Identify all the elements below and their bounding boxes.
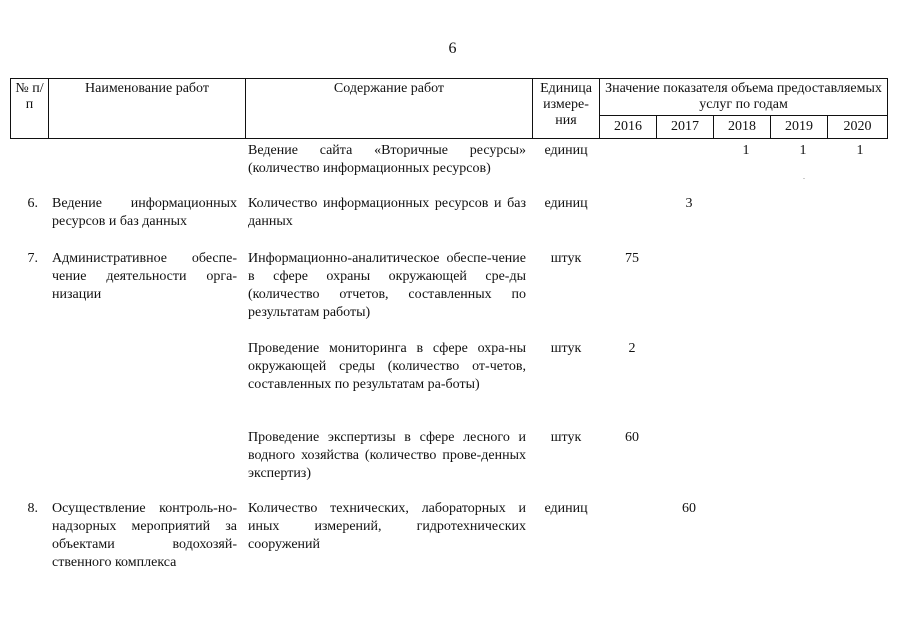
- row-value-2016: 2: [628, 341, 636, 356]
- header-values-group: Значение показателя объема предоставляемых услуг по годам: [600, 79, 888, 116]
- row-value-2020: 1: [856, 143, 864, 158]
- header-year-2020: 2020: [828, 116, 888, 139]
- scan-speck: [803, 178, 805, 179]
- row-name: Ведение информационных ресурсов и баз данных: [52, 196, 237, 229]
- row-number: 6.: [27, 196, 38, 211]
- row-name: Осуществление контроль-но-надзорных мероприятий за объектами водохозяй-ственного комплекса: [52, 501, 237, 570]
- row-value-2018: 1: [742, 143, 750, 158]
- row-value-2017: 60: [682, 501, 696, 516]
- row-content: Информационно-аналитическое обеспе-чение в сфере охраны окружающей сре-ды (количество отчетов, составленных по результатам работы): [248, 251, 526, 320]
- row-unit: штук: [550, 251, 582, 266]
- row-value-2017: 3: [685, 196, 693, 211]
- header-name: Наименование работ: [49, 79, 246, 139]
- row-unit: штук: [550, 430, 582, 445]
- row-value-2016: 60: [625, 430, 639, 445]
- row-content: Проведение мониторинга в сфере охра-ны окружающей среды (количество от-четов, составленных по результатам ра-боты): [248, 341, 526, 392]
- header-year-2019: 2019: [771, 116, 828, 139]
- table-header: [10, 78, 888, 139]
- header-year-2017: 2017: [657, 116, 714, 139]
- row-value-2019: 1: [799, 143, 807, 158]
- row-unit: единиц: [544, 143, 588, 158]
- header-year-2018: 2018: [714, 116, 771, 139]
- header-year-2016: 2016: [600, 116, 657, 139]
- row-number: 7.: [27, 251, 38, 266]
- header-content: Содержание работ: [246, 79, 533, 139]
- row-content: Ведение сайта «Вторичные ресурсы» (количество информационных ресурсов): [248, 143, 526, 176]
- header-num: № п/п: [11, 79, 49, 139]
- row-unit: штук: [550, 341, 582, 356]
- row-number: 8.: [27, 501, 38, 516]
- page-number: 6: [448, 40, 457, 57]
- row-unit: единиц: [544, 501, 588, 516]
- row-content: Количество информационных ресурсов и баз данных: [248, 196, 526, 229]
- row-content: Проведение экспертизы в сфере лесного и водного хозяйства (количество прове-денных экспертиз): [248, 430, 526, 481]
- row-content: Количество технических, лабораторных и иных измерений, гидротехнических сооружений: [248, 501, 526, 552]
- row-name: Административное обеспе-чение деятельности орга-низации: [52, 251, 237, 302]
- header-unit: Единица измере-ния: [533, 79, 600, 139]
- row-value-2016: 75: [625, 251, 639, 266]
- row-unit: единиц: [544, 196, 588, 211]
